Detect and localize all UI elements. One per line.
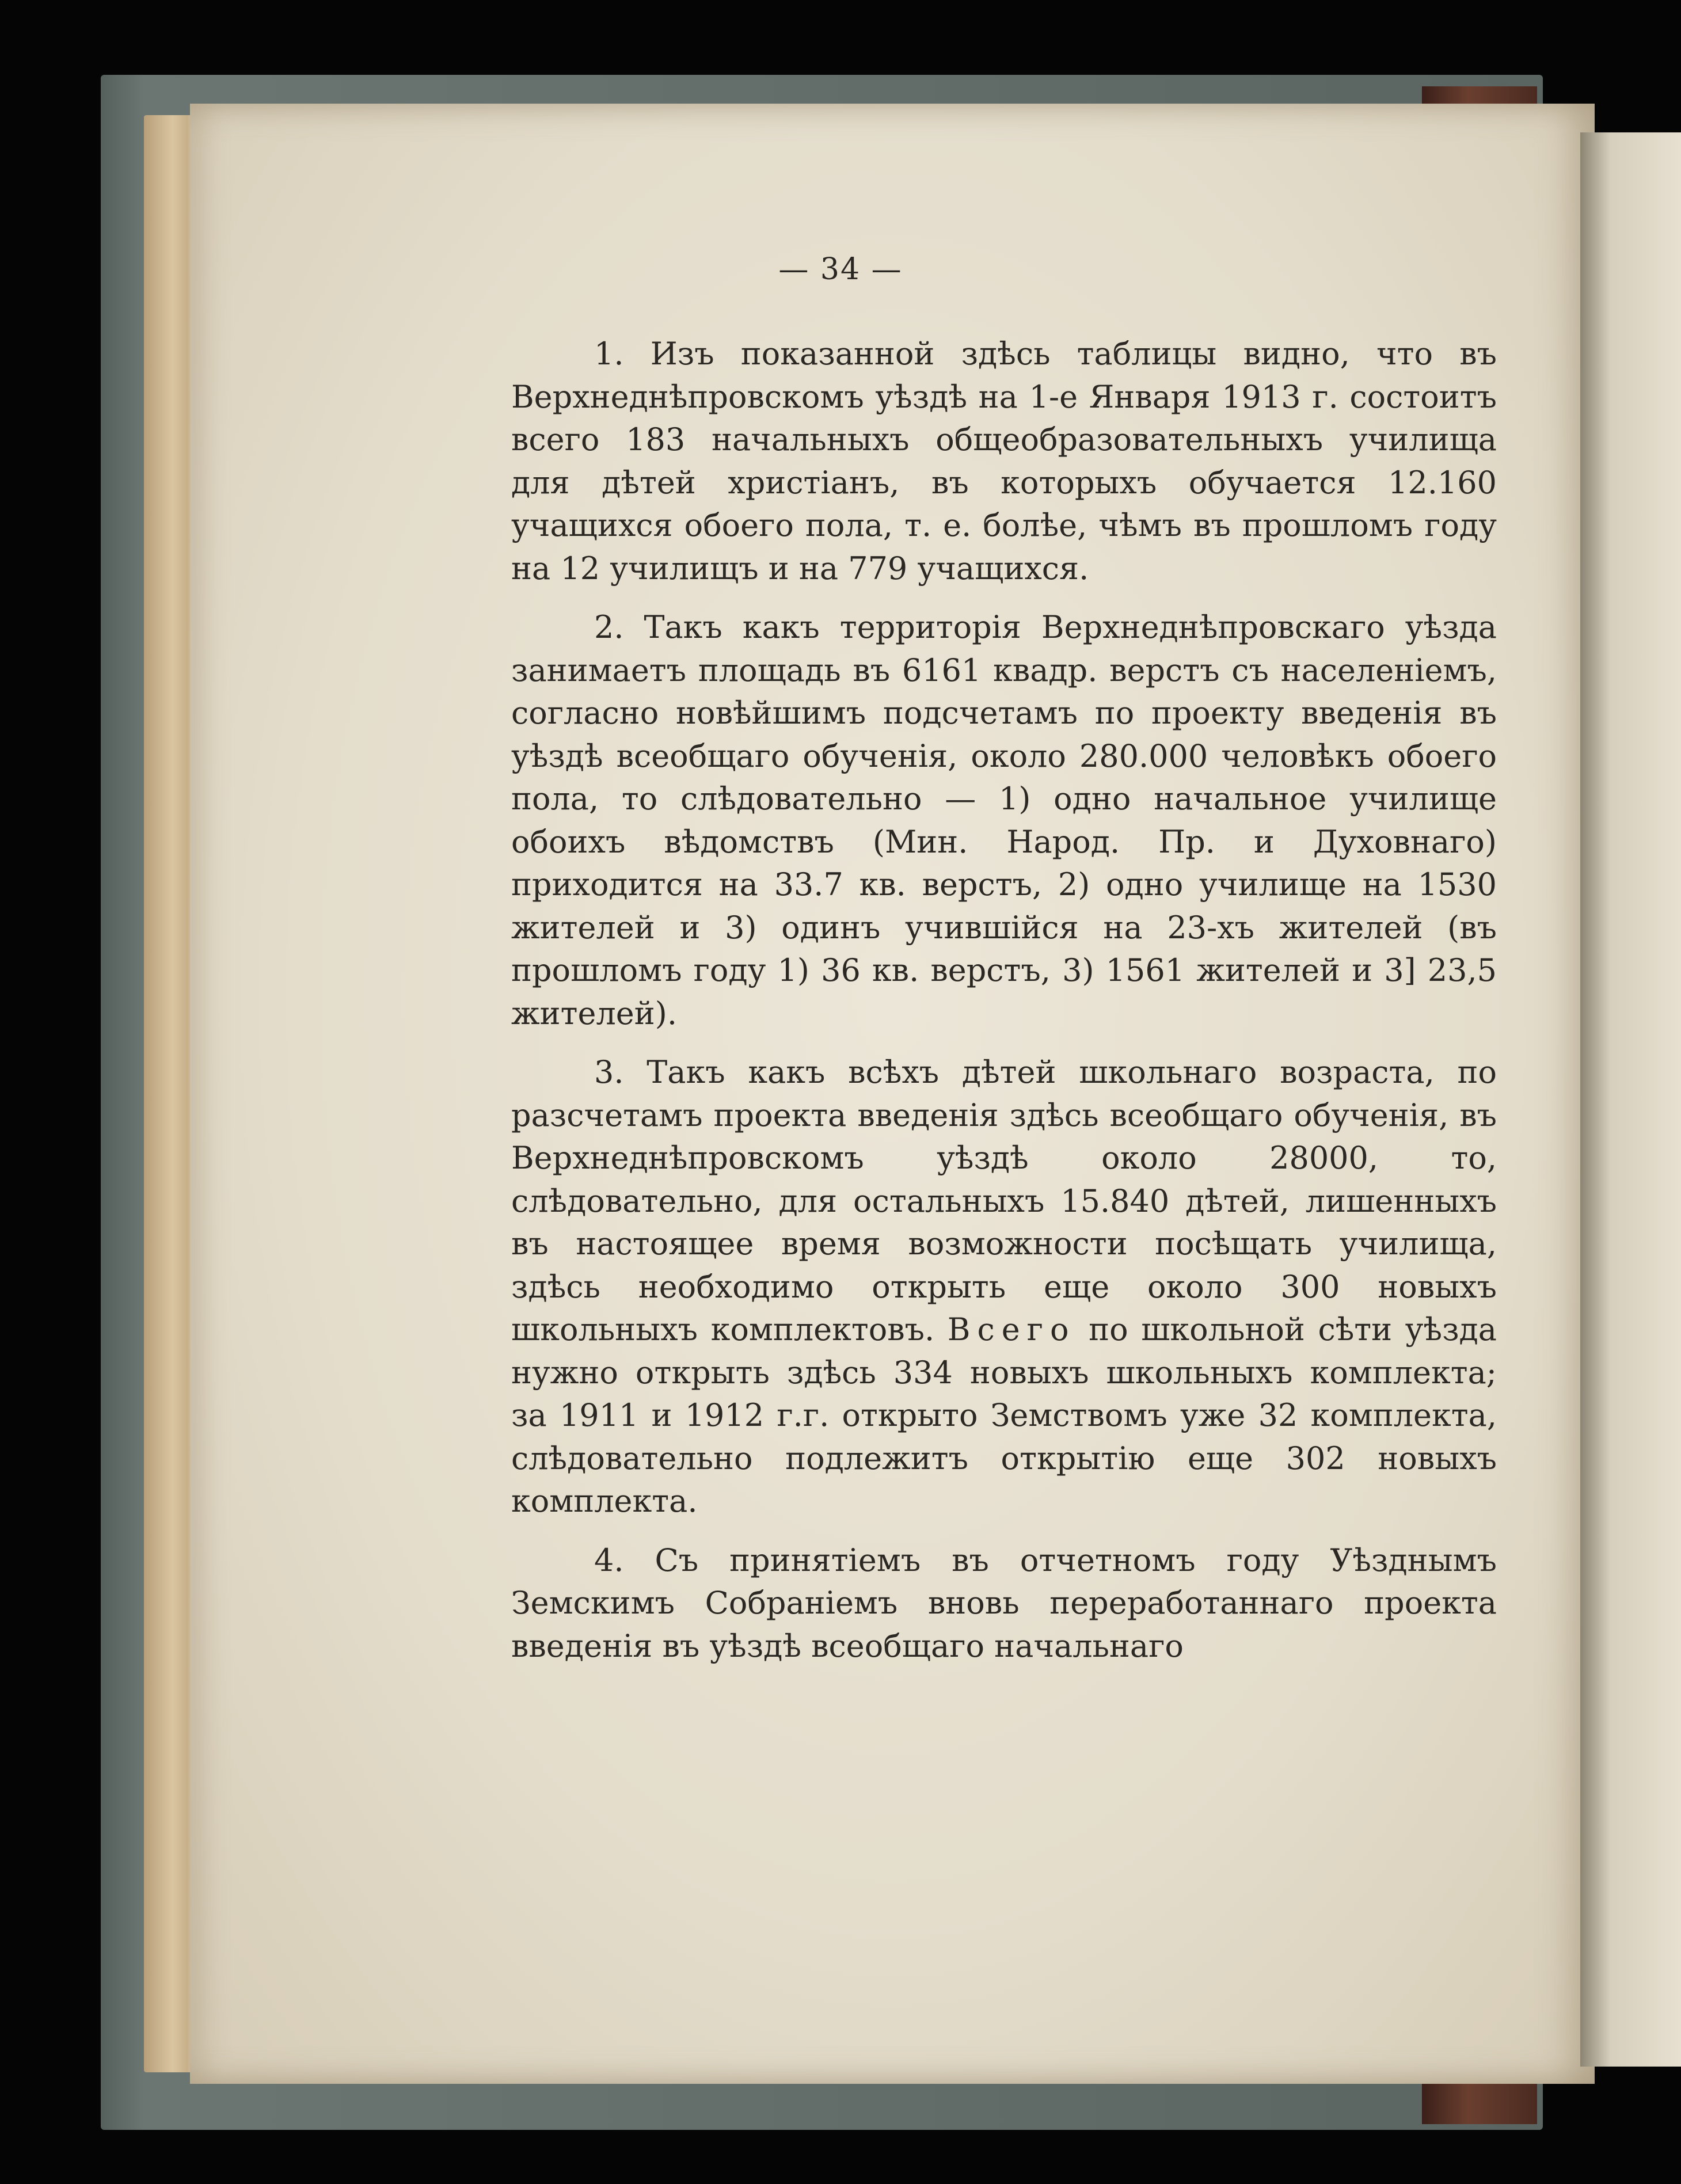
spaced-word: Всего: [947, 1311, 1076, 1348]
facing-page-edge: [1580, 132, 1681, 2067]
paragraph-3-continuation: по школьной сѣти уѣзда нужно открыть здѣсь 334 новыхъ школьныхъ комплекта; за 1911 и 1912 г.г. открыто Земствомъ уже 32 комплекта, слѣдовательно подлежитъ открытію еще 302 новыхъ комплекта.: [511, 1311, 1497, 1519]
paragraph-1: 1. Изъ показанной здѣсь таблицы видно, что въ Верхнеднѣпровскомъ уѣздѣ на 1-е Января 1913 г. состоитъ всего 183 начальныхъ общеобразовательныхъ училища для дѣтей христіанъ, въ которыхъ обучается 12.160 учащихся обоего пола, т. е. болѣе, чѣмъ въ прошломъ году на 12 училищъ и на 779 учащихся.: [511, 336, 1497, 587]
page-number: — 34 —: [778, 252, 903, 287]
page-text: [511, 333, 1497, 1684]
paragraph-3-text: 3. Такъ какъ всѣхъ дѣтей школьнаго возраста, по разсчетамъ проекта введенія здѣсь всеобщаго обученія, въ Верхнеднѣпровскомъ уѣздѣ около 28000, то, слѣдовательно, для остальныхъ 15.840 дѣтей, лишенныхъ въ настоящее время возможности посѣщать училища, здѣсь необходимо открыть еще около 300 новыхъ школьныхъ комплектовъ.: [511, 1054, 1497, 1348]
paragraph-3: [511, 1051, 1497, 1523]
paragraph-4: 4. Съ принятіемъ въ отчетномъ году Уѣзднымъ Земскимъ Собраніемъ вновь переработаннаго проекта введенія въ уѣздѣ всеобщаго начальнаго: [511, 1542, 1497, 1664]
paragraph-2: 2. Такъ какъ территорія Верхнеднѣпровскаго уѣзда занимаетъ площадь въ 6161 квадр. верстъ съ населеніемъ, согласно новѣйшимъ подсчетамъ по проекту введенія въ уѣздѣ всеобщаго обученія, около 280.000 человѣкъ обоего пола, то слѣдовательно — 1) одно начальное училище обоихъ вѣдомствъ (Мин. Народ. Пр. и Духовнаго) приходится на 33.7 кв. верстъ, 2) одно училище на 1530 жителей и 3) одинъ учившійся на 23-хъ жителей (въ прошломъ году 1) 36 кв. верстъ, 3) 1561 жителей и 3] 23,5 жителей).: [511, 609, 1497, 1032]
